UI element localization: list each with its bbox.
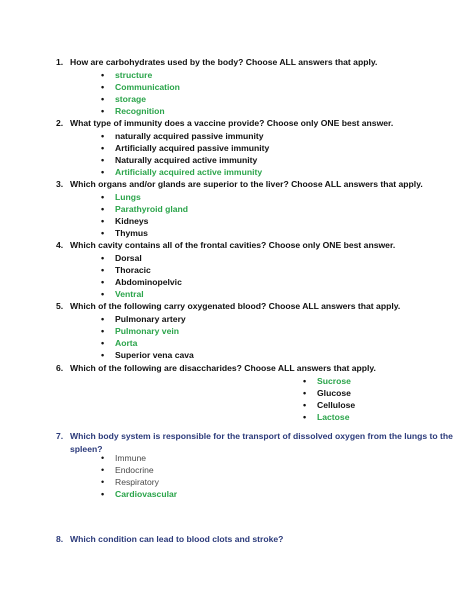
bullet-icon: • — [101, 326, 105, 336]
question-text: Which cavity contains all of the frontal cavities? Choose only ONE best answer. — [70, 240, 396, 250]
question-5 — [56, 300, 400, 313]
question-text: Which body system is responsible for the transport of dissolved oxygen from the lungs to the spleen? — [70, 431, 453, 454]
option-naturally-acquired-passive: • naturally acquired passive immunity — [101, 131, 264, 141]
bullet-icon: • — [303, 412, 307, 422]
option-kidneys: • Kidneys — [101, 216, 149, 226]
question-number: 3. — [56, 179, 64, 189]
question-number: 8. — [56, 534, 64, 544]
bullet-icon: • — [101, 192, 105, 202]
bullet-icon: • — [101, 216, 105, 226]
option-aorta: • Aorta — [101, 338, 138, 348]
bullet-icon: • — [101, 106, 105, 116]
question-1 — [56, 56, 377, 69]
bullet-icon: • — [101, 94, 105, 104]
bullet-icon: • — [101, 253, 105, 263]
bullet-icon: • — [101, 204, 105, 214]
bullet-icon: • — [101, 131, 105, 141]
bullet-icon: • — [101, 314, 105, 324]
option-thymus: • Thymus — [101, 228, 148, 238]
question-number: 2. — [56, 118, 64, 128]
bullet-icon: • — [303, 388, 307, 398]
option-thoracic: • Thoracic — [101, 265, 151, 275]
question-number: 4. — [56, 240, 64, 250]
option-glucose: • Glucose — [303, 388, 351, 398]
bullet-icon: • — [101, 489, 105, 499]
bullet-icon: • — [101, 277, 105, 287]
bullet-icon: • — [101, 155, 105, 165]
bullet-icon: • — [101, 143, 105, 153]
question-text: What type of immunity does a vaccine provide? Choose only ONE best answer. — [70, 118, 394, 128]
question-text: Which condition can lead to blood clots and stroke? — [70, 534, 284, 544]
option-parathyroid-gland: • Parathyroid gland — [101, 204, 189, 214]
bullet-icon: • — [101, 338, 105, 348]
bullet-icon: • — [101, 265, 105, 275]
option-immune: • Immune — [101, 453, 147, 463]
question-number: 6. — [56, 363, 64, 373]
option-endocrine: • Endocrine — [101, 465, 154, 475]
bullet-icon: • — [101, 167, 105, 177]
option-cellulose: • Cellulose — [303, 400, 356, 410]
question-text: Which of the following carry oxygenated blood? Choose ALL answers that apply. — [70, 301, 401, 311]
option-pulmonary-vein: • Pulmonary vein — [101, 326, 179, 336]
option-communication: • Communication — [101, 82, 180, 92]
question-text: Which of the following are disaccharides? Choose ALL answers that apply. — [70, 363, 376, 373]
question-number: 7. — [56, 431, 64, 441]
bullet-icon: • — [101, 228, 105, 238]
option-lungs: • Lungs — [101, 192, 141, 202]
bullet-icon: • — [101, 350, 105, 360]
option-abdominopelvic: • Abdominopelvic — [101, 277, 182, 287]
question-6 — [56, 362, 376, 375]
option-naturally-acquired-active: • Naturally acquired active immunity — [101, 155, 258, 165]
bullet-icon: • — [101, 453, 105, 463]
option-structure: • structure — [101, 70, 153, 80]
question-number: 1. — [56, 57, 64, 67]
question-3 — [56, 178, 423, 191]
question-number: 5. — [56, 301, 64, 311]
question-text: How are carbohydrates used by the body? Choose ALL answers that apply. — [70, 57, 378, 67]
option-artificially-acquired-passive: • Artificially acquired passive immunity — [101, 143, 270, 153]
bullet-icon: • — [101, 477, 105, 487]
option-recognition: • Recognition — [101, 106, 165, 116]
option-superior-vena-cava: • Superior vena cava — [101, 350, 194, 360]
option-respiratory: • Respiratory — [101, 477, 159, 487]
question-text: Which organs and/or glands are superior to the liver? Choose ALL answers that apply. — [70, 179, 423, 189]
question-8 — [56, 533, 460, 546]
bullet-icon: • — [101, 289, 105, 299]
bullet-icon: • — [303, 400, 307, 410]
bullet-icon: • — [101, 70, 105, 80]
option-dorsal: • Dorsal — [101, 253, 142, 263]
option-artificially-acquired-active: • Artificially acquired active immunity — [101, 167, 263, 177]
option-cardiovascular: • Cardiovascular — [101, 489, 178, 499]
option-lactose: • Lactose — [303, 412, 350, 422]
option-sucrose: • Sucrose — [303, 376, 351, 386]
bullet-icon: • — [303, 376, 307, 386]
option-ventral: • Ventral — [101, 289, 144, 299]
question-2 — [56, 117, 393, 130]
bullet-icon: • — [101, 82, 105, 92]
option-pulmonary-artery: • Pulmonary artery — [101, 314, 186, 324]
question-4 — [56, 239, 395, 252]
bullet-icon: • — [101, 465, 105, 475]
option-storage: • storage — [101, 94, 147, 104]
